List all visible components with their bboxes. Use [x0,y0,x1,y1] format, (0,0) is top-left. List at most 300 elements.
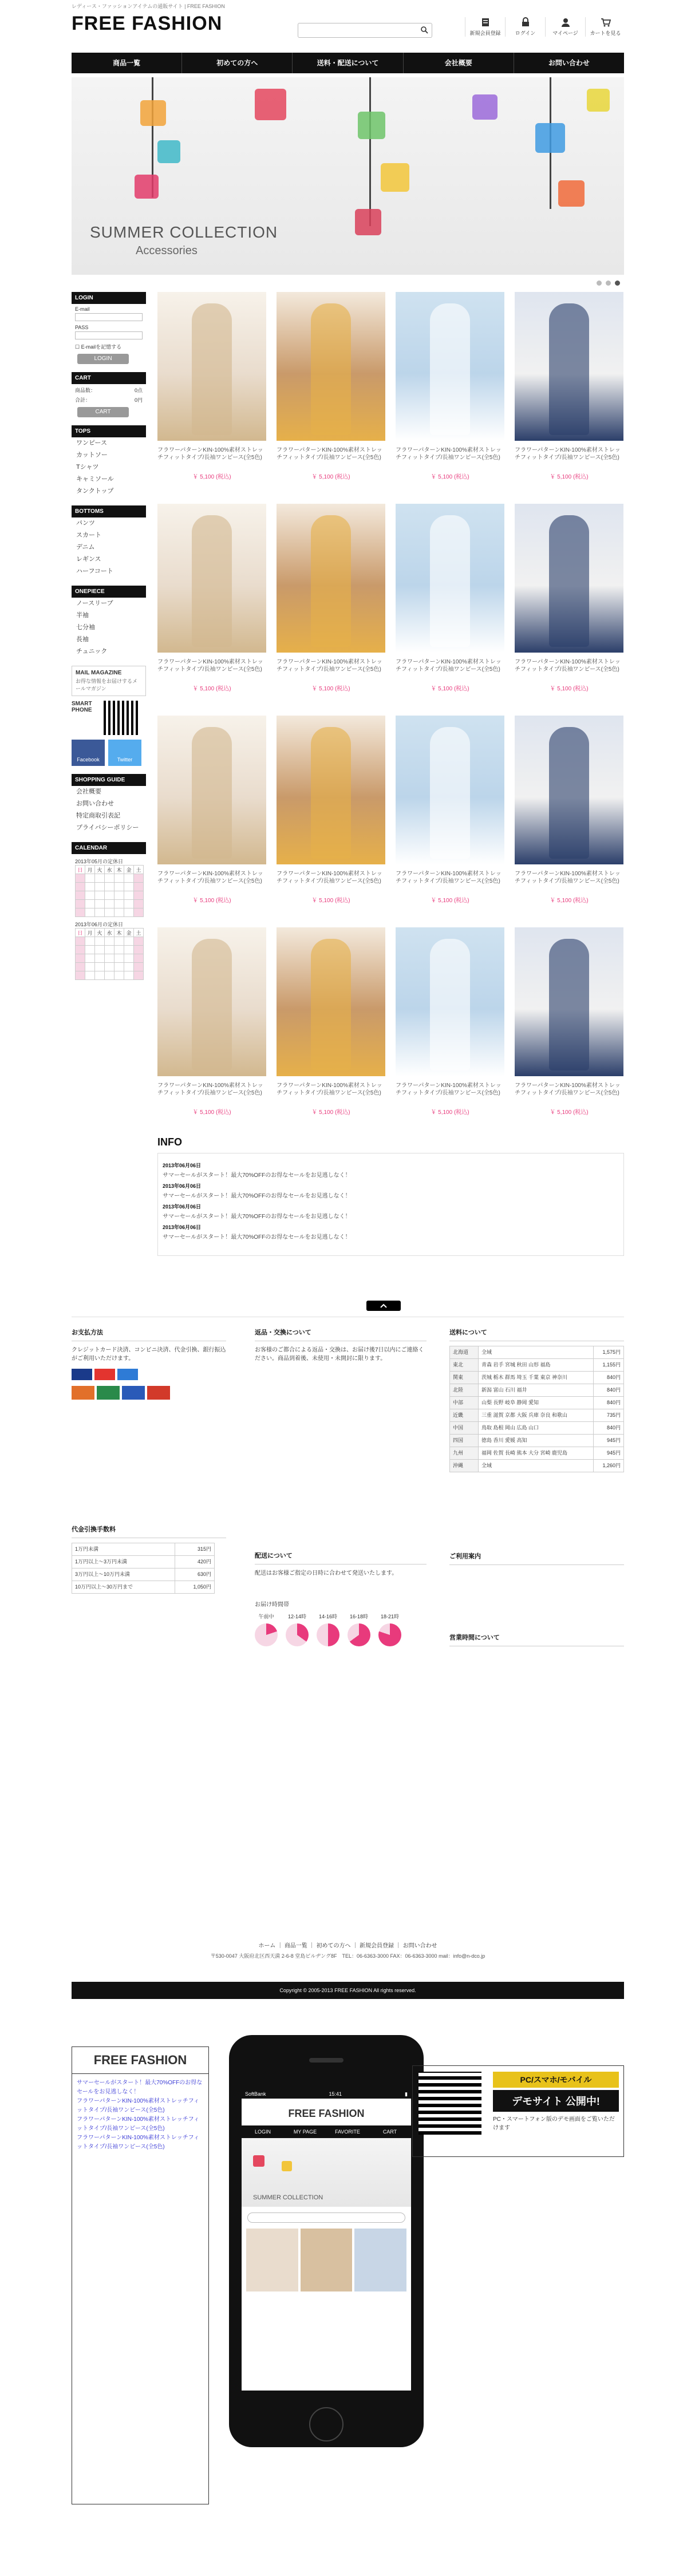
calendar-day-header: 日 [76,866,85,874]
fee-cell: 1,050円 [175,1581,215,1594]
shipping-row [450,1422,624,1435]
onepiece-item[interactable]: チュニック [76,648,108,655]
calendar-day-header: 金 [124,929,134,937]
product-card[interactable] [157,504,266,692]
calendar-cell [95,963,105,971]
nav-contact[interactable]: お問い合わせ [548,59,590,67]
register-icon [480,17,491,27]
product-price: ￥ 5,100 (税込) [550,898,589,904]
tops-item[interactable]: タンクトップ [76,488,114,495]
product-title[interactable]: フラワーパターンKIN-100%素材ストレッチフィットタイプ/長袖ワンピース(全5色) [396,871,502,884]
product-price: ￥ 5,100 (税込) [431,474,469,480]
shipping-title: 送料について [449,1329,624,1341]
product-photo-shoes[interactable] [277,504,385,653]
shipping-cell: 青森 岩手 宮城 秋田 山形 福島 [479,1359,594,1372]
register-label: 新規会員登録 [469,30,501,36]
product-card[interactable] [515,292,623,480]
cube-bead [558,180,585,207]
shipping-cell: 840円 [593,1384,623,1397]
returns-title: 返品・交換について [255,1329,427,1341]
product-photo-shoes[interactable] [277,716,385,864]
mypage-link[interactable] [545,17,585,37]
product-title[interactable]: フラワーパターンKIN-100%素材ストレッチフィットタイプ/長袖ワンピース(全5色) [157,1082,263,1096]
card-logos [72,1369,226,1380]
fee-cell: 1万円以上〜3万円未満 [72,1556,175,1568]
product-figure [549,515,589,647]
qr-code-icon [104,701,138,735]
product-price: ￥ 5,100 (税込) [311,1109,350,1116]
calendar-cell [95,908,105,917]
time-label: 12-14時 [287,1614,307,1619]
cube-bead [587,89,610,112]
fee-cell: 420円 [175,1556,215,1568]
product-card[interactable] [515,716,623,904]
calendar-cell [76,900,85,908]
calendar-cell [105,963,114,971]
fee-row [72,1581,215,1594]
product-figure [311,727,351,859]
shipping-cell: 840円 [593,1397,623,1409]
pc-title: PC/スマホ/モバイル [493,2072,619,2088]
product-photo-jeans[interactable] [515,504,623,653]
cube-bead [140,100,166,126]
calendar-cell [95,971,105,980]
calendar-table [75,865,144,917]
calendar-day-header: 月 [85,929,95,937]
email-label: E-mail [75,306,90,312]
product-title[interactable]: フラワーパターンKIN-100%素材ストレッチフィットタイプ/長袖ワンピース(全5色) [396,659,502,673]
product-photo-skirt[interactable] [396,716,504,864]
guide-item[interactable]: 特定商取引表記 [76,812,120,819]
page-top-button[interactable] [366,1301,401,1311]
calendar-cell [124,908,134,917]
onepiece-item[interactable]: ノースリーブ [76,600,113,607]
hero-title: SUMMER COLLECTION [90,223,278,241]
mastercard-icon [94,1369,115,1380]
calendar-cell [134,963,144,971]
mypage-label: マイページ [552,30,578,36]
calendar-day-header: 木 [114,866,124,874]
time-slot [286,1613,309,1646]
product-figure [311,515,351,647]
mobile-link[interactable]: フラワーパターンKIN-100%素材ストレッチフィットタイプ/長袖ワンピース(全5色) [77,2098,199,2113]
product-price: ￥ 5,100 (税込) [192,474,231,480]
email-field[interactable] [75,313,143,321]
slide-dot[interactable] [606,280,611,286]
product-title[interactable]: フラワーパターンKIN-100%素材ストレッチフィットタイプ/長袖ワンピース(全5色) [277,871,382,884]
calendar-cell [124,883,134,891]
nav-products[interactable]: 商品一覧 [72,53,182,73]
product-title[interactable]: フラワーパターンKIN-100%素材ストレッチフィットタイプ/長袖ワンピース(全5色) [515,871,621,884]
fees-table [72,1543,215,1594]
phone-product-photo[interactable] [354,2229,406,2291]
calendar-cell [105,908,114,917]
guide-item[interactable]: 会社概要 [76,788,101,795]
shipping-cell: 1,575円 [593,1346,623,1359]
cart-button[interactable]: CART [77,407,129,417]
delivery-title: 配送について [255,1552,427,1564]
cart-count [72,384,146,394]
clock: 15:41 [329,2091,342,2097]
phone-logo: FREE FASHION [288,2108,365,2119]
product-title[interactable]: フラワーパターンKIN-100%素材ストレッチフィットタイプ/長袖ワンピース(全5色) [515,659,621,673]
shipping-cell: 九州 [450,1447,479,1460]
carrier: SoftBank [245,2091,266,2097]
delivery-times [255,1613,427,1646]
time-label: 午前中 [258,1614,274,1619]
cart-total-label: 合計： [75,397,91,403]
facebook-button[interactable]: Facebook [72,740,105,766]
mobile-link[interactable]: サマーセールがスタート！最大70%OFFのお得なセールをお見逃しなく！ [77,2080,203,2095]
pass-label: PASS [75,325,89,330]
search-box[interactable] [298,23,432,38]
calendar-cell [134,908,144,917]
mobile-logo: FREE FASHION [72,2047,208,2074]
calendar-cell [105,971,114,980]
fees-title: 代金引換手数料 [72,1526,226,1538]
search-input[interactable] [302,24,416,37]
cube-bead [282,2161,292,2171]
calendar-cell [114,908,124,917]
calendar-day-header: 水 [105,929,114,937]
header-icons [465,17,625,37]
contact-title: ご利用案内 [449,1552,624,1565]
delivery-text: 配送はお客様ご指定の日時に合わせて発送いたします。 [255,1570,398,1577]
cart-link[interactable] [585,17,625,37]
shipping-table [449,1346,624,1472]
bottoms-heading: BOTTOMS [72,505,146,517]
product-figure [430,515,470,647]
clock-icon [378,1623,401,1646]
shipping-cell: 山梨 長野 岐阜 静岡 愛知 [479,1397,594,1409]
slide-dot[interactable] [597,280,602,286]
cart-label: カートを見る [590,30,621,36]
search-icon[interactable] [420,26,428,34]
fee-row [72,1556,215,1568]
bottoms-item[interactable]: デニム [76,544,95,551]
time-slot [378,1613,401,1646]
store-logo-icon [122,1386,145,1400]
mobile-links[interactable] [72,2074,208,2156]
battery-icon: ▮ [405,2091,408,2097]
product-figure [192,303,232,435]
cart-count-value: 0点 [134,388,143,393]
tops-heading: TOPS [72,425,146,437]
shipping-cell: 近畿 [450,1409,479,1422]
calendar-cell [95,891,105,900]
smartphone-mockup [229,2035,424,2447]
news-text[interactable]: サマーセールがスタート！最大70%OFFのお得なセールをお見逃しなく！ [163,1214,351,1220]
calendar-cell [134,874,144,883]
mail-magazine-box[interactable] [72,666,146,696]
register-link[interactable] [465,17,505,37]
cube-bead [255,89,286,120]
cube-bead [358,112,385,139]
clock-icon [286,1623,309,1646]
payment-column [72,1329,226,1594]
info-box [157,1153,624,1256]
product-card[interactable] [157,927,266,1116]
calendar-cell [124,891,134,900]
mail-text: お得な情報をお届けするメールマガジン [76,678,138,692]
product-photo-jeans[interactable] [515,292,623,441]
bottoms-item[interactable]: レギンス [76,556,101,563]
product-title[interactable]: フラワーパターンKIN-100%素材ストレッチフィットタイプ/長袖ワンピース(全5色) [515,1082,621,1096]
calendar-cell [124,971,134,980]
product-card[interactable] [396,292,504,480]
calendar-day-header: 土 [134,929,144,937]
store-logo-icon [147,1386,170,1400]
calendar-day-header: 金 [124,866,134,874]
product-photo-skirt[interactable] [396,292,504,441]
shipping-cell: 945円 [593,1435,623,1447]
calendar-cell [134,937,144,946]
nav-shipping[interactable]: 送料・配送について [293,53,403,73]
product-photo-dress[interactable] [157,292,266,441]
phone-products [242,2229,411,2291]
calendar-cell [76,954,85,963]
phone-screen [242,2090,411,2391]
shipping-cell: 沖縄 [450,1460,479,1472]
product-title[interactable]: フラワーパターンKIN-100%素材ストレッチフィットタイプ/長袖ワンピース(全5色) [277,1082,382,1096]
slide-dot-active[interactable] [615,280,620,286]
product-card[interactable] [396,716,504,904]
cube-bead [472,94,498,120]
calendar-cell [114,937,124,946]
tops-item[interactable]: カットソー [76,452,108,459]
product-figure [549,939,589,1070]
calendar-cell [114,874,124,883]
product-card[interactable] [396,504,504,692]
product-title[interactable]: フラワーパターンKIN-100%素材ストレッチフィットタイプ/長袖ワンピース(全5色) [157,659,263,673]
product-figure [549,727,589,859]
product-photo-skirt[interactable] [396,927,504,1076]
calendar-cell [76,946,85,954]
shipping-cell: 鳥取 島根 岡山 広島 山口 [479,1422,594,1435]
phone-search-input[interactable] [247,2212,405,2223]
login-heading: LOGIN [72,292,146,304]
login-button[interactable]: LOGIN [77,354,129,364]
onepiece-item[interactable]: 半袖 [76,612,89,619]
calendar-cell [85,900,95,908]
footer-links[interactable]: ホーム ｜ 商品一覧 ｜ 初めての方へ ｜ 新規会員登録 ｜ お問い合わせ [258,1943,437,1949]
calendar-cell [124,946,134,954]
home-button [309,2407,344,2441]
tops-item[interactable]: Tシャツ [76,464,99,471]
calendar-cell [114,900,124,908]
calendar-cell [76,891,85,900]
site-logo[interactable]: FREE FASHION [72,13,223,34]
calendar-cell [76,908,85,917]
product-card[interactable] [157,716,266,904]
product-photo-shoes[interactable] [277,292,385,441]
product-card[interactable] [277,716,385,904]
status-bar [242,2090,411,2099]
product-price: ￥ 5,100 (税込) [192,898,231,904]
sidebar [72,292,146,980]
guide-item[interactable]: お問い合わせ [76,800,114,807]
product-title[interactable]: フラワーパターンKIN-100%素材ストレッチフィットタイプ/長袖ワンピース(全5色) [277,659,382,673]
product-photo-dress[interactable] [157,504,266,653]
time-label: 16-18時 [349,1614,369,1619]
payment-title: お支払方法 [72,1329,226,1341]
login-link[interactable] [505,17,545,37]
product-card[interactable] [277,927,385,1116]
product-figure [311,939,351,1070]
calendar-cell [124,900,134,908]
shipping-cell: 福岡 佐賀 長崎 熊本 大分 宮崎 鹿児島 [479,1447,594,1460]
bottoms-item[interactable]: ハーフコート [76,568,113,575]
clock-icon [317,1623,339,1646]
calendar-june [75,920,143,980]
shipping-row [450,1359,624,1372]
mobile-link[interactable]: フラワーパターンKIN-100%素材ストレッチフィットタイプ/長袖ワンピース(全5色) [77,2116,199,2132]
product-card[interactable] [277,292,385,480]
news-text[interactable]: サマーセールがスタート！最大70%OFFのお得なセールをお見逃しなく！ [163,1234,351,1240]
tops-item[interactable]: ワンピース [76,440,108,447]
calendar-day-header: 土 [134,866,144,874]
fee-cell: 10万円以上〜30万円まで [72,1581,175,1594]
product-photo-jeans[interactable] [515,716,623,864]
phone-menu-item[interactable]: MY PAGE [293,2129,317,2135]
product-photo-jeans[interactable] [515,927,623,1076]
calendar-cell [105,883,114,891]
visa-icon [72,1369,92,1380]
phone-menu-item[interactable]: LOGIN [254,2129,271,2135]
calendar-cell [76,874,85,883]
footer-address: 〒530-0047 大阪府北区西天満 2-6-8 堂島ビルヂング8F TEL：06-6363-3000 FAX：06-6363-3000 mail：info@n-dco.jp [210,1953,485,1959]
shipping-cell: 全域 [479,1460,594,1472]
calendar-day-header: 火 [95,929,105,937]
fee-cell: 3万円以上〜10万円未満 [72,1568,175,1581]
calendar-day-header: 月 [85,866,95,874]
calendar-cell [95,937,105,946]
social-links [72,740,146,766]
calendar-cell [134,954,144,963]
nav-first-time[interactable]: 初めての方へ [182,53,293,73]
calendar-cell [134,946,144,954]
hero-banner[interactable] [72,77,624,275]
calendar-cell [76,963,85,971]
store-logo-icon [72,1386,94,1400]
product-photo-shoes[interactable] [277,927,385,1076]
product-card[interactable] [515,927,623,1116]
bottoms-item[interactable]: パンツ [76,520,95,527]
time-slot [317,1613,339,1646]
product-card[interactable] [515,504,623,692]
calendar-cell [114,883,124,891]
mobile-preview [72,2046,209,2504]
shipping-cell: 中国 [450,1422,479,1435]
calendar-cell [76,937,85,946]
product-price: ￥ 5,100 (税込) [311,898,350,904]
product-card[interactable] [396,927,504,1116]
shipping-cell: 三重 滋賀 京都 大阪 兵庫 奈良 和歌山 [479,1409,594,1422]
product-title[interactable]: フラワーパターンKIN-100%素材ストレッチフィットタイプ/長袖ワンピース(全5色) [277,447,382,461]
pc-text: PC・スマートフォン版のデモ画面をご覧いただけます [493,2116,615,2131]
nav-company[interactable]: 会社概要 [404,53,514,73]
product-card[interactable] [157,292,266,480]
remember-checkbox[interactable]: ☐ E-mailを記憶する [75,344,122,350]
calendar-month-label: 2013年06月の定休日 [75,922,124,927]
calendar-cell [124,963,134,971]
bottoms-item[interactable]: スカート [76,532,101,539]
phone-menu-item[interactable]: FAVORITE [335,2129,360,2135]
calendar-cell [105,946,114,954]
chain [369,77,371,226]
twitter-button[interactable]: Twitter [108,740,141,766]
mypage-icon [560,17,571,27]
news-text[interactable]: サマーセールがスタート！最大70%OFFのお得なセールをお見逃しなく！ [163,1193,351,1199]
info-section [157,1136,624,1257]
smartphone-box[interactable] [72,701,146,735]
product-title[interactable]: フラワーパターンKIN-100%素材ストレッチフィットタイプ/長袖ワンピース(全5色) [157,871,263,884]
mobile-link[interactable]: フラワーパターンKIN-100%素材ストレッチフィットタイプ/長袖ワンピース(全5色) [77,2135,199,2150]
onepiece-item[interactable]: 七分袖 [76,624,95,631]
cube-bead [381,163,409,192]
phone-menu-item[interactable]: CART [382,2129,397,2135]
global-nav [72,53,624,73]
shipping-cell: 1,260円 [593,1460,623,1472]
cube-bead [535,123,565,153]
calendar-cell [95,874,105,883]
shipping-column [449,1329,624,1651]
convenience-logos [72,1386,226,1400]
calendar-cell [134,883,144,891]
calendar-cell [105,874,114,883]
phone-hero[interactable] [242,2138,411,2207]
guide-item[interactable]: プライバシーポリシー [76,824,139,831]
product-photo-skirt[interactable] [396,504,504,653]
calendar-cell [76,971,85,980]
store-logo-icon [97,1386,120,1400]
times-title: お届け時間帯 [255,1602,289,1608]
calendar-cell [124,954,134,963]
mail-title: MAIL MAGAZINE [76,670,122,676]
product-title[interactable]: フラワーパターンKIN-100%素材ストレッチフィットタイプ/長袖ワンピース(全5色) [396,447,502,461]
calendar-cell [95,900,105,908]
calendar-cell [105,900,114,908]
demo-site-banner[interactable] [412,2065,624,2157]
calendar-cell [85,908,95,917]
tops-item[interactable]: キャミソール [76,476,114,483]
password-field[interactable] [75,331,143,339]
news-text[interactable]: サマーセールがスタート！最大70%OFFのお得なセールをお見逃しなく！ [163,1172,351,1179]
product-figure [192,939,232,1070]
cart-total [72,394,146,404]
product-title[interactable]: フラワーパターンKIN-100%素材ストレッチフィットタイプ/長袖ワンピース(全5色) [515,447,621,461]
product-title[interactable]: フラワーパターンKIN-100%素材ストレッチフィットタイプ/長袖ワンピース(全5色) [396,1082,502,1096]
news-date: 2013年06月06日 [163,1204,202,1210]
shipping-cell: 関東 [450,1372,479,1384]
product-title[interactable]: フラワーパターンKIN-100%素材ストレッチフィットタイプ/長袖ワンピース(全5色) [157,447,263,461]
fee-cell: 315円 [175,1543,215,1556]
calendar-heading: CALENDAR [72,842,146,854]
product-photo-dress[interactable] [157,716,266,864]
fee-row [72,1568,215,1581]
phone-product-photo[interactable] [246,2229,298,2291]
product-card[interactable] [277,504,385,692]
onepiece-item[interactable]: 長袖 [76,636,89,643]
news-date: 2013年06月06日 [163,1183,202,1189]
product-price: ￥ 5,100 (税込) [550,686,589,692]
cube-bead [355,209,381,235]
clock-icon [255,1623,278,1646]
phone-product-photo[interactable] [301,2229,353,2291]
time-slot [348,1613,370,1646]
product-photo-dress[interactable] [157,927,266,1076]
cart-total-value: 0円 [134,397,143,403]
